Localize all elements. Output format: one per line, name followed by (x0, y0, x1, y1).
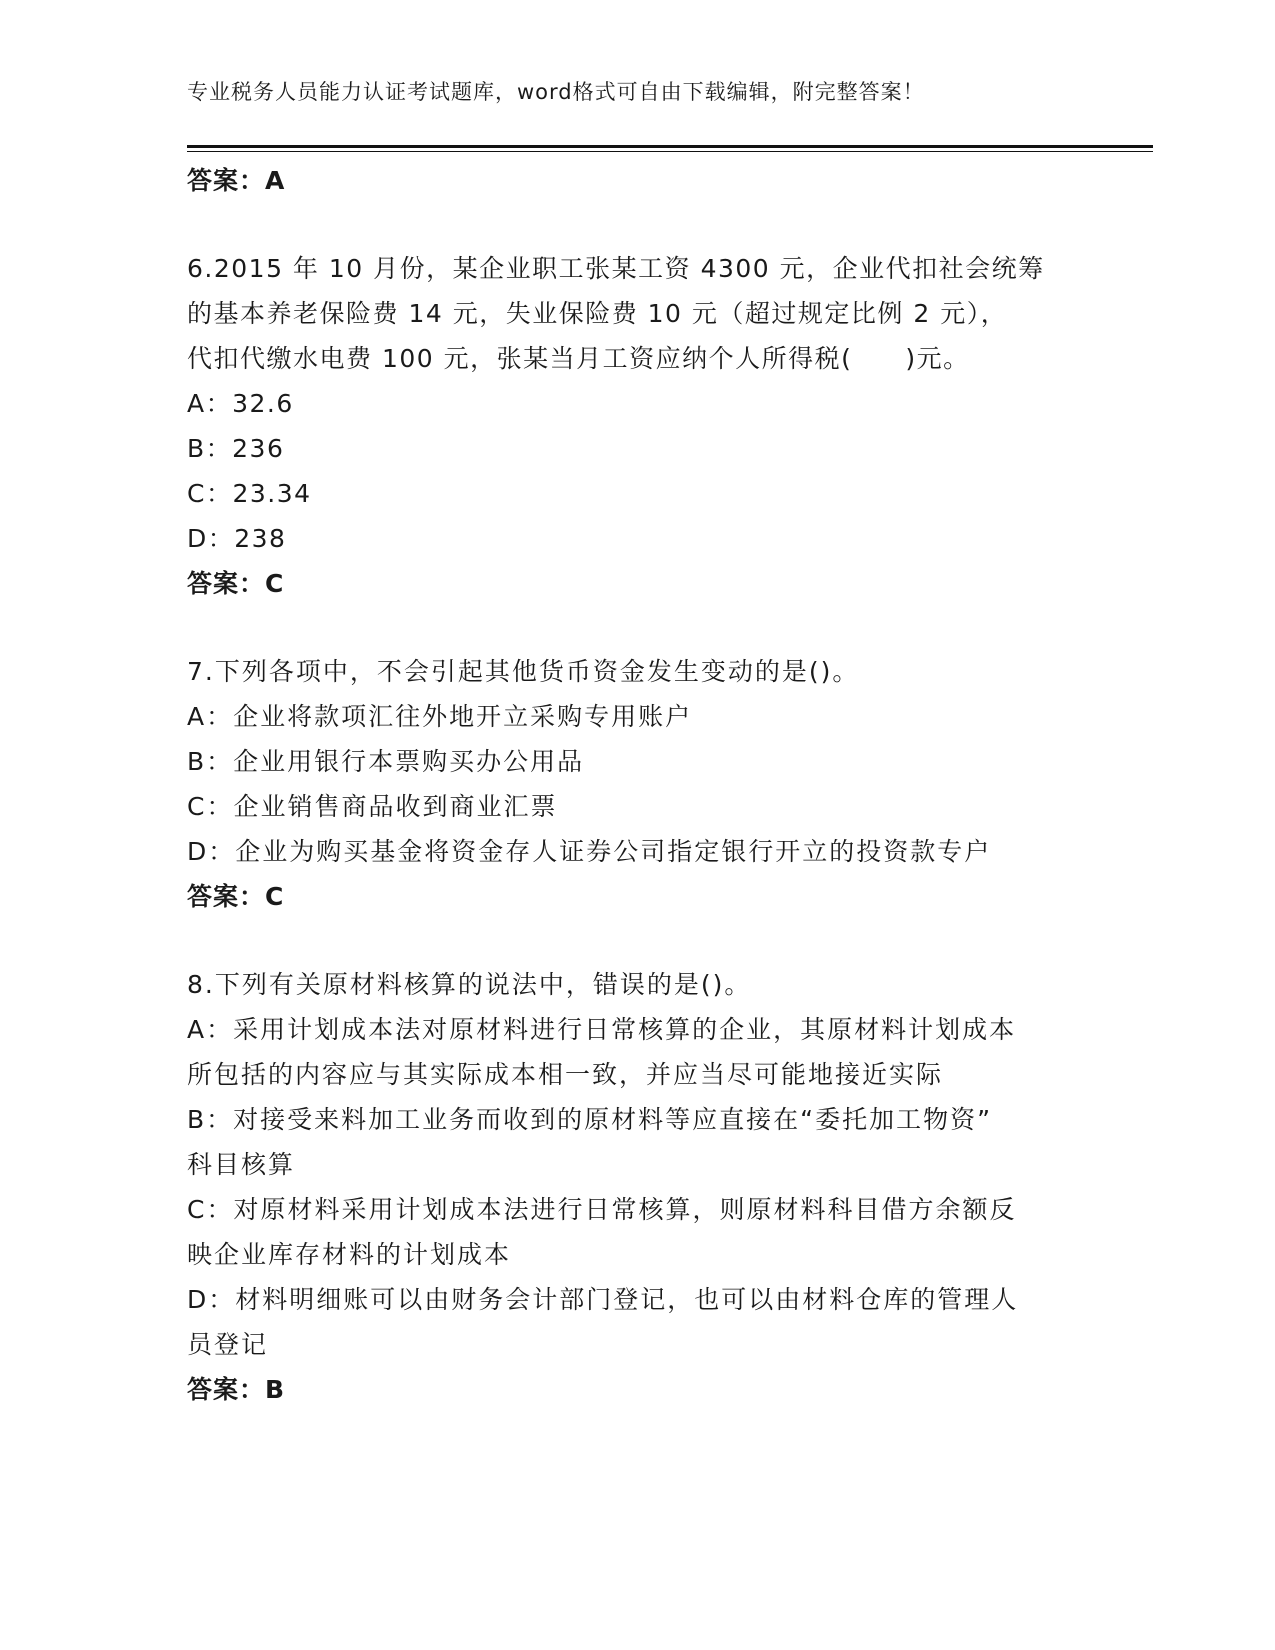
option-c-continued: 映企业库存材料的计划成本 (187, 1240, 512, 1269)
option-c: C：23.34 (187, 479, 312, 508)
option-a: A：32.6 (187, 389, 294, 418)
question-stem-line: 7.下列各项中，不会引起其他货币资金发生变动的是()。 (187, 657, 860, 686)
previous-question-answer: 答案：A (187, 166, 286, 195)
question-stem-line: 代扣代缴水电费 100 元，张某当月工资应纳个人所得税( )元。 (187, 344, 970, 373)
question-answer: 答案：B (187, 1375, 286, 1404)
option-d-continued: 员登记 (187, 1330, 269, 1359)
option-c: C：对原材料采用计划成本法进行日常核算，则原材料科目借方余额反 (187, 1195, 1017, 1224)
option-a: A：企业将款项汇往外地开立采购专用账户 (187, 702, 693, 731)
option-d: D：企业为购买基金将资金存人证券公司指定银行开立的投资款专户 (187, 837, 992, 866)
question-stem-line: 的基本养老保险费 14 元，失业保险费 10 元（超过规定比例 2 元）， (187, 299, 1008, 328)
spacer (187, 919, 1087, 962)
option-b: B：对接受来料加工业务而收到的原材料等应直接在“委托加工物资” (187, 1105, 993, 1134)
question-stem-line: 6.2015 年 10 月份，某企业职工张某工资 4300 元，企业代扣社会统筹 (187, 254, 1045, 283)
question-answer: 答案：C (187, 569, 285, 598)
option-d: D：材料明细账可以由财务会计部门登记，也可以由材料仓库的管理人 (187, 1285, 1019, 1314)
question-8 (187, 962, 1087, 1412)
option-b: B：236 (187, 434, 285, 463)
spacer (187, 203, 1087, 246)
header-rule-thin (187, 151, 1153, 152)
question-7 (187, 649, 1087, 919)
header-rule (187, 145, 1153, 148)
option-b-continued: 科目核算 (187, 1150, 296, 1179)
option-b: B：企业用银行本票购买办公用品 (187, 747, 585, 776)
question-6 (187, 246, 1087, 606)
option-d: D：238 (187, 524, 287, 553)
page-header: 专业税务人员能力认证考试题库，word格式可自由下载编辑，附完整答案！ (187, 80, 925, 104)
question-stem-line: 8.下列有关原材料核算的说法中，错误的是()。 (187, 970, 752, 999)
option-a-continued: 所包括的内容应与其实际成本相一致，并应当尽可能地接近实际 (187, 1060, 944, 1089)
spacer (187, 606, 1087, 649)
document-body (187, 158, 1087, 1412)
option-a: A：采用计划成本法对原材料进行日常核算的企业，其原材料计划成本 (187, 1015, 1017, 1044)
question-answer: 答案：C (187, 882, 285, 911)
option-c: C：企业销售商品收到商业汇票 (187, 792, 558, 821)
